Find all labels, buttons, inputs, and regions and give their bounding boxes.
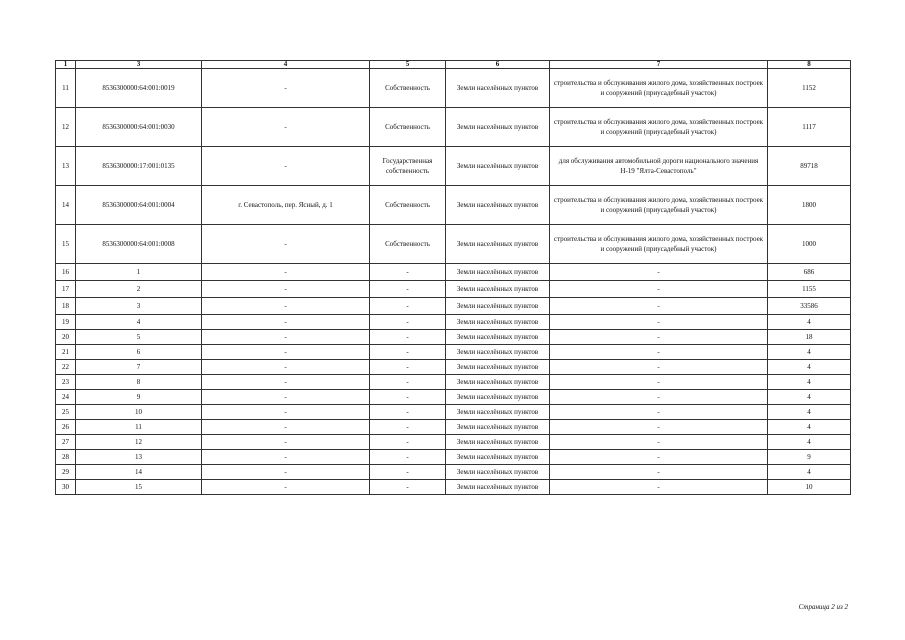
table-cell: Земли населённых пунктов [446, 281, 550, 298]
table-cell: 27 [56, 435, 76, 450]
table-cell: строительства и обслуживания жилого дома, хозяйственных построек и сооружений (приусадебный участок) [550, 108, 768, 147]
table-cell: 4 [768, 405, 851, 420]
table-cell: - [550, 264, 768, 281]
table-cell: 1117 [768, 108, 851, 147]
table-body [56, 69, 851, 495]
table-cell: Собственность [370, 69, 446, 108]
table-cell: - [370, 480, 446, 495]
header-cell: 1 [56, 61, 76, 69]
table-cell: Земли населённых пунктов [446, 420, 550, 435]
table-cell: Земли населённых пунктов [446, 345, 550, 360]
table-cell: Собственность [370, 186, 446, 225]
table-cell: 3 [76, 298, 202, 315]
table-cell: Собственность [370, 225, 446, 264]
table-row [56, 345, 851, 360]
table-cell: 26 [56, 420, 76, 435]
table-cell: 9 [76, 390, 202, 405]
table-cell: - [550, 405, 768, 420]
table-cell: 4 [768, 435, 851, 450]
table-cell: Земли населённых пунктов [446, 375, 550, 390]
table-cell: Земли населённых пунктов [446, 405, 550, 420]
table-row [56, 480, 851, 495]
table-cell: - [370, 298, 446, 315]
table-cell: Земли населённых пунктов [446, 186, 550, 225]
table-cell: - [202, 281, 370, 298]
table-cell: 8536300000:64:001:0030 [76, 108, 202, 147]
table-cell: 8536300000:64:001:0004 [76, 186, 202, 225]
header-cell: 8 [768, 61, 851, 69]
table-cell: - [202, 147, 370, 186]
table-cell: строительства и обслуживания жилого дома, хозяйственных построек и сооружений (приусадебный участок) [550, 225, 768, 264]
table-cell: - [550, 330, 768, 345]
table-row [56, 108, 851, 147]
table-cell: 4 [768, 420, 851, 435]
header-cell: 5 [370, 61, 446, 69]
table-cell: 14 [56, 186, 76, 225]
table-cell: 5 [76, 330, 202, 345]
table-cell: 20 [56, 330, 76, 345]
table-cell: 8536300000:64:001:0019 [76, 69, 202, 108]
table-cell: 14 [76, 465, 202, 480]
table-cell: 15 [56, 225, 76, 264]
table-cell: 1000 [768, 225, 851, 264]
table-cell: - [202, 450, 370, 465]
table-cell: для обслуживания автомобильной дороги национального значения Н-19 "Ялта-Севастополь" [550, 147, 768, 186]
table-cell: - [370, 330, 446, 345]
table-cell: - [370, 375, 446, 390]
table-cell: 12 [76, 435, 202, 450]
table-cell: - [202, 465, 370, 480]
table-row [56, 420, 851, 435]
table-cell: 8536300000:64:001:0008 [76, 225, 202, 264]
land-plots-table [55, 60, 851, 495]
table-cell: 11 [76, 420, 202, 435]
table-cell: 28 [56, 450, 76, 465]
table-cell: - [370, 450, 446, 465]
table-cell: 23 [56, 375, 76, 390]
table-cell: - [202, 375, 370, 390]
table-cell: - [550, 420, 768, 435]
table-cell: Земли населённых пунктов [446, 225, 550, 264]
table-cell: - [370, 420, 446, 435]
table-cell: Земли населённых пунктов [446, 480, 550, 495]
table-cell: - [370, 345, 446, 360]
table-cell: строительства и обслуживания жилого дома, хозяйственных построек и сооружений (приусадебный участок) [550, 186, 768, 225]
table-cell: 6 [76, 345, 202, 360]
table-cell: - [370, 390, 446, 405]
table-cell: - [370, 264, 446, 281]
table-cell: 2 [76, 281, 202, 298]
table-cell: Земли населённых пунктов [446, 108, 550, 147]
table-row [56, 147, 851, 186]
table-cell: - [202, 345, 370, 360]
table-cell: - [202, 480, 370, 495]
table-cell: - [202, 69, 370, 108]
table-cell: 8536300000:17:001:0135 [76, 147, 202, 186]
table-cell: - [370, 281, 446, 298]
table-cell: Государственная собственность [370, 147, 446, 186]
table-cell: - [202, 108, 370, 147]
table-cell: Собственность [370, 108, 446, 147]
table-cell: 17 [56, 281, 76, 298]
table-cell: 4 [768, 345, 851, 360]
table-row [56, 390, 851, 405]
table-header-row [56, 61, 851, 69]
table-cell: 686 [768, 264, 851, 281]
table-cell: Земли населённых пунктов [446, 69, 550, 108]
table-cell: 13 [56, 147, 76, 186]
header-cell: 7 [550, 61, 768, 69]
table-cell: 4 [768, 375, 851, 390]
table-cell: - [202, 315, 370, 330]
table-cell: - [370, 315, 446, 330]
table-row [56, 315, 851, 330]
table-cell: - [202, 360, 370, 375]
table-cell: 30 [56, 480, 76, 495]
table-cell: - [550, 345, 768, 360]
table-cell: строительства и обслуживания жилого дома, хозяйственных построек и сооружений (приусадебный участок) [550, 69, 768, 108]
table-cell: - [202, 330, 370, 345]
table-cell: - [550, 298, 768, 315]
table-cell: - [550, 435, 768, 450]
header-cell: 6 [446, 61, 550, 69]
table-cell: 25 [56, 405, 76, 420]
table-cell: 29 [56, 465, 76, 480]
table-cell: - [550, 450, 768, 465]
table-row [56, 225, 851, 264]
table-row [56, 405, 851, 420]
table-cell: 18 [56, 298, 76, 315]
table-cell: 11 [56, 69, 76, 108]
table-cell: 18 [768, 330, 851, 345]
table-cell: - [370, 435, 446, 450]
table-cell: - [550, 360, 768, 375]
table-cell: 89718 [768, 147, 851, 186]
table-cell: - [550, 281, 768, 298]
table-cell: - [202, 420, 370, 435]
page-number: Страница 2 из 2 [798, 603, 848, 611]
table-cell: Земли населённых пунктов [446, 315, 550, 330]
table-cell: г. Севастополь, пер. Ясный, д. 1 [202, 186, 370, 225]
table-cell: 10 [76, 405, 202, 420]
table-cell: 10 [768, 480, 851, 495]
table-cell: 4 [768, 360, 851, 375]
table-cell: 1152 [768, 69, 851, 108]
table-cell: 4 [768, 390, 851, 405]
table-cell: Земли населённых пунктов [446, 465, 550, 480]
table-cell: 4 [768, 465, 851, 480]
table-row [56, 186, 851, 225]
table-cell: 7 [76, 360, 202, 375]
table-cell: - [550, 390, 768, 405]
table-cell: - [202, 225, 370, 264]
table-cell: Земли населённых пунктов [446, 264, 550, 281]
table-cell: - [202, 405, 370, 420]
header-cell: 3 [76, 61, 202, 69]
table-cell: - [370, 405, 446, 420]
table-cell: 21 [56, 345, 76, 360]
table-row [56, 330, 851, 345]
table-cell: 1155 [768, 281, 851, 298]
table-cell: - [370, 465, 446, 480]
table-cell: - [202, 435, 370, 450]
table-row [56, 435, 851, 450]
table-cell: - [202, 298, 370, 315]
table-row [56, 450, 851, 465]
table-cell: Земли населённых пунктов [446, 450, 550, 465]
table-cell: 15 [76, 480, 202, 495]
table-cell: Земли населённых пунктов [446, 360, 550, 375]
table-cell: 12 [56, 108, 76, 147]
table-cell: 4 [768, 315, 851, 330]
header-cell: 4 [202, 61, 370, 69]
table-cell: 19 [56, 315, 76, 330]
table-cell: - [202, 264, 370, 281]
table-cell: 9 [768, 450, 851, 465]
table-cell: Земли населённых пунктов [446, 390, 550, 405]
table-cell: 33586 [768, 298, 851, 315]
table-cell: 22 [56, 360, 76, 375]
table-cell: 4 [76, 315, 202, 330]
table-cell: - [550, 375, 768, 390]
table-cell: - [370, 360, 446, 375]
table-row [56, 69, 851, 108]
table-row [56, 360, 851, 375]
table-cell: 13 [76, 450, 202, 465]
table-row [56, 264, 851, 281]
table-row [56, 465, 851, 480]
table-row [56, 375, 851, 390]
table-row [56, 281, 851, 298]
table-cell: Земли населённых пунктов [446, 435, 550, 450]
table-cell: Земли населённых пунктов [446, 147, 550, 186]
table-cell: Земли населённых пунктов [446, 298, 550, 315]
table-cell: - [550, 465, 768, 480]
table-cell: - [202, 390, 370, 405]
table-cell: Земли населённых пунктов [446, 330, 550, 345]
table-row [56, 298, 851, 315]
table-cell: 1 [76, 264, 202, 281]
table-cell: - [550, 480, 768, 495]
table-cell: 16 [56, 264, 76, 281]
table-cell: 8 [76, 375, 202, 390]
table-cell: 1800 [768, 186, 851, 225]
table-cell: 24 [56, 390, 76, 405]
table-cell: - [550, 315, 768, 330]
